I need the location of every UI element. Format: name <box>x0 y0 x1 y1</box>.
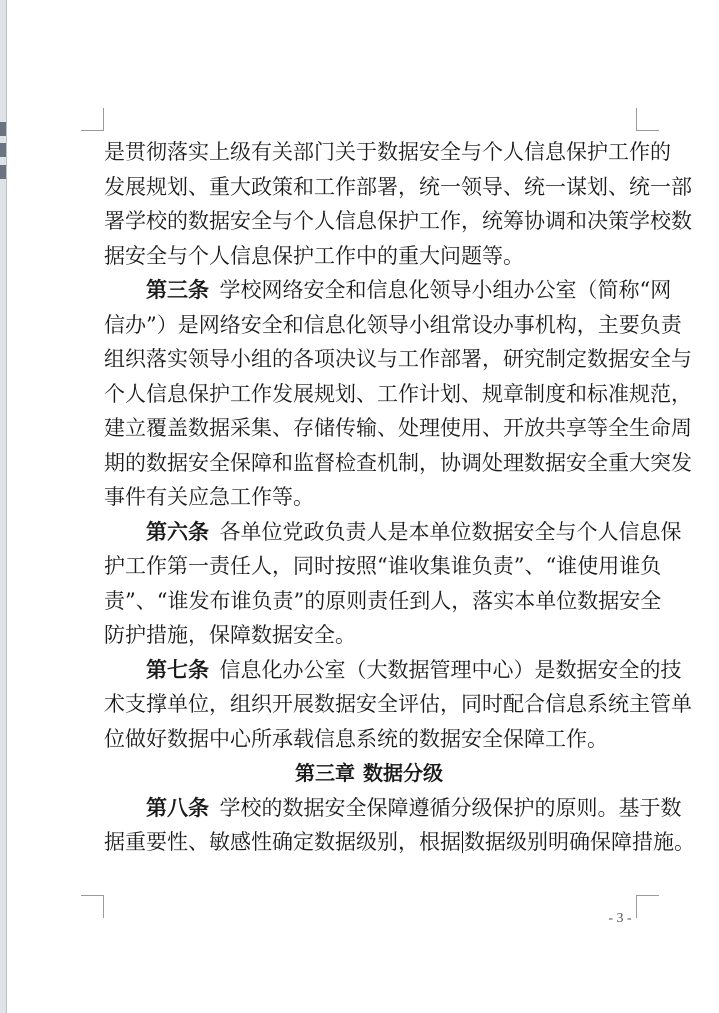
text-line: 发展规划、重大政策和工作部署，统一领导、统一谋划、统一部 <box>104 174 692 199</box>
paragraph-continuation <box>104 135 692 273</box>
text-line: 护工作第一责任人，同时按照“谁收集谁负责”、“谁使用谁负 <box>104 554 662 578</box>
text-line: 据安全与个人信息保护工作中的重大问题等。 <box>104 243 524 268</box>
text-line: 防护措施，保障数据安全。 <box>104 623 356 647</box>
paragraph-article-3 <box>104 273 692 515</box>
article-number: 第六条 <box>146 519 209 544</box>
text-segment: 据重要性、敏感性确定数据级别，根据 <box>104 830 461 854</box>
ruler-marker <box>0 143 6 157</box>
text-line: 署学校的数据安全与个人信息保护工作，统筹协调和决策学校数 <box>104 209 692 233</box>
text-segment: 学校网络安全和信息化领导小组办公室（简称“网 <box>219 278 672 302</box>
text-line: 建立覆盖数据采集、存储传输、处理使用、开放共享等全生命周 <box>104 416 692 440</box>
text-segment: 各单位党政负责人是本单位数据安全与个人信息保 <box>219 519 682 544</box>
text-line: 个人信息保护工作发展规划、工作计划、规章制度和标准规范， <box>104 381 692 406</box>
crop-mark-top-right <box>636 108 659 131</box>
text-line: 期的数据安全保障和监督检查机制，协调处理数据安全重大突发 <box>104 450 692 475</box>
text-cursor <box>462 831 463 853</box>
text-segment: 学校的数据安全保障遵循分级保护的原则。基于数 <box>219 795 682 820</box>
window-edge <box>0 0 7 1013</box>
text-line <box>104 791 682 826</box>
chapter-title: 数据分级 <box>363 761 443 785</box>
crop-mark-top-left <box>81 108 104 131</box>
text-line: 事件有关应急工作等。 <box>104 485 314 509</box>
ruler-marker <box>0 165 6 179</box>
paragraph-article-7 <box>104 653 692 757</box>
text-line: 术支撑单位，组织开展数据安全评估，同时配合信息系统主管单 <box>104 692 692 716</box>
text-line: 责”、“谁发布谁负责”的原则责任到人，落实本单位数据安全 <box>104 588 662 613</box>
text-segment: 数据级别明确保障措施。 <box>464 830 695 854</box>
text-line <box>104 515 682 550</box>
text-line <box>104 273 672 308</box>
article-number: 第七条 <box>146 657 209 682</box>
text-line: 组织落实领导小组的各项决议与工作部署，研究制定数据安全与 <box>104 347 692 371</box>
text-line: 位做好数据中心所承载信息系统的数据安全保障工作。 <box>104 726 608 751</box>
text-segment: 信息化办公室（大数据管理中心）是数据安全的技 <box>219 657 682 682</box>
document-body[interactable] <box>104 135 695 860</box>
text-line: 是贯彻落实上级有关部门关于数据安全与个人信息保护工作的 <box>104 140 671 164</box>
crop-mark-bottom-left <box>81 895 104 918</box>
page-number: - 3 - <box>608 911 632 926</box>
text-line: 信办”）是网络安全和信息化领导小组常设办事机构，主要负责 <box>104 312 682 337</box>
ruler-marker <box>0 122 6 136</box>
text-line <box>104 653 682 688</box>
paragraph-article-8 <box>104 791 695 860</box>
article-number: 第三条 <box>146 278 209 302</box>
paragraph-article-6 <box>104 515 682 653</box>
chapter-heading <box>104 756 634 791</box>
text-line <box>104 825 695 860</box>
article-number: 第八条 <box>146 795 209 820</box>
chapter-number: 第三章 <box>295 761 355 785</box>
